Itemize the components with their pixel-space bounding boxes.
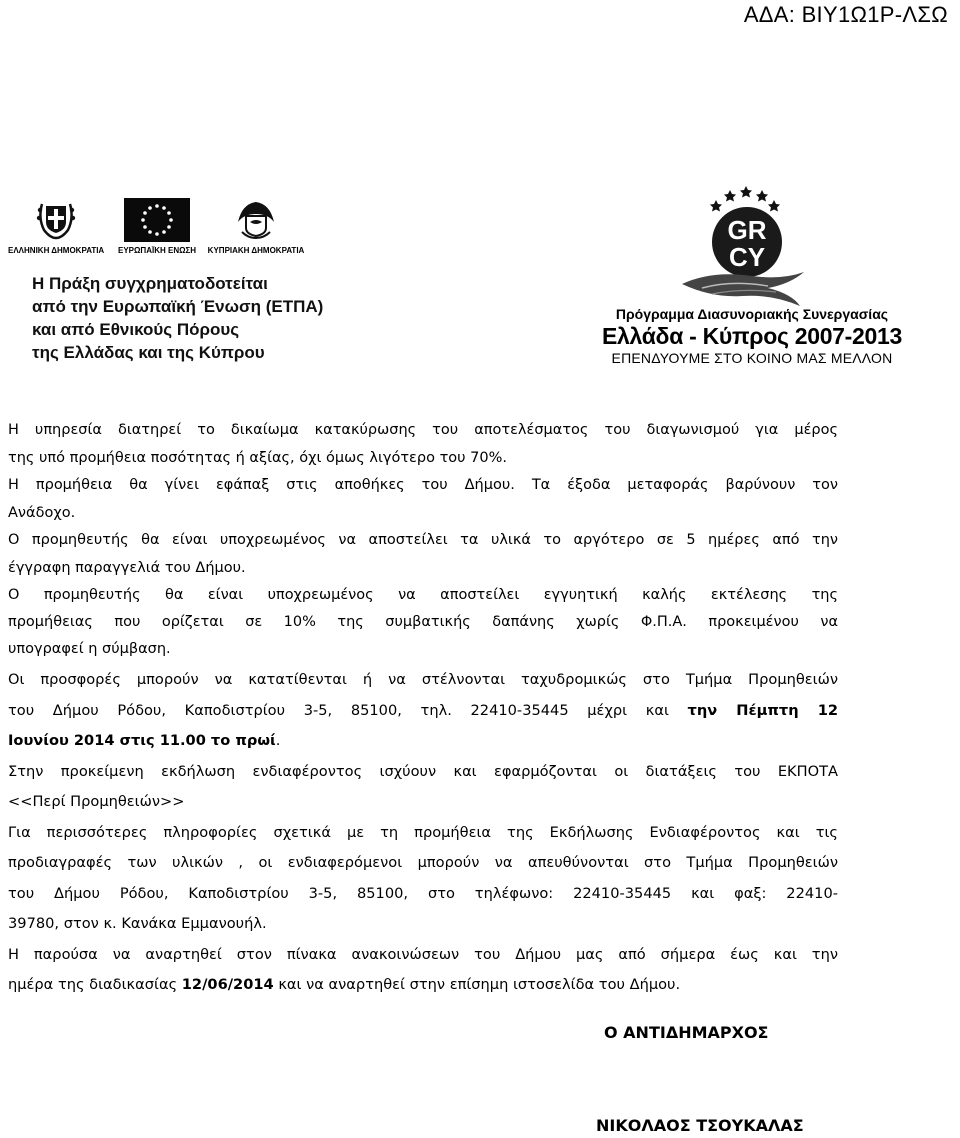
text-line: του Δήμου Ρόδου, Καποδιστρίου 3-5, 85100, στο τηλέφωνο: 22410-35445 και φαξ: 22410- [8,884,838,902]
funding-line: από την Ευρωπαϊκή Ένωση (ΕΤΠΑ) [32,297,324,316]
cy-text: CY [728,242,766,272]
paragraph-award-right [8,417,838,472]
eu-flag-icon [124,198,190,242]
funding-line: και από Εθνικούς Πόρους [32,320,240,339]
paragraph-publication [8,940,838,1001]
text-line: της υπό προμήθεια ποσότητας ή αξίας, όχι όμως λιγότερο του 70%. [8,449,508,466]
greek-emblem-icon [34,198,78,240]
text-line: Στην προκείμενη εκδήλωση ενδιαφέροντος ισχύουν και εφαρμόζονται οι διατάξεις του ΕΚΠΟΤΑ [8,762,838,780]
text-line: Η παρούσα να αναρτηθεί στον πίνακα ανακοινώσεων του Δήμου μας από σήμερα έως και την [8,945,838,963]
program-title: Ελλάδα - Κύπρος 2007-2013 [601,323,903,349]
cyprus-emblem-icon [232,198,280,240]
text-line [8,696,838,727]
program-block [596,305,908,367]
paragraph-submission [8,665,838,757]
text-line: Οι προσφορές μπορούν να κατατίθενται ή να στέλνονται ταχυδρομικώς στο Τμήμα Προμηθειών [8,671,838,688]
text-line: Ο προμηθευτής θα είναι υποχρεωμένος να αποστείλει τα υλικά το αργότερο σε 5 ημέρες από την [8,532,838,548]
procedure-date: 12/06/2014 [181,976,274,993]
text-line: <<Περί Προμηθειών>> [8,793,185,810]
text-line: προδιαγραφές των υλικών , οι ενδιαφερόμενοι μπορούν να απευθύνονται στο Τμήμα Προμηθειών [8,854,838,871]
text-segment: του Δήμου Ρόδου, Καποδιστρίου 3-5, 85100, τηλ. 22410-35445 μέχρι και [8,701,688,719]
announcement-body [8,417,838,1001]
paragraph-information [8,818,838,940]
greek-republic-caption: ΕΛΛΗΝΙΚΗ ΔΗΜΟΚΡΑΤΙΑ [8,246,105,255]
deadline-date: Ιουνίου 2014 στις 11.00 το πρωί [8,732,276,749]
text-line: Ο προμηθευτής θα είναι υποχρεωμένος να αποστείλει εγγυητική καλής εκτέλεσης της [8,587,838,603]
program-subtitle: Πρόγραμμα Διασυνοριακής Συνεργασίας [615,306,889,322]
text-line: Η προμήθεια θα γίνει εφάπαξ στις αποθήκες του Δήμου. Τα έξοδα μεταφοράς βαρύνουν τον [8,477,838,493]
text-line: Για περισσότερες πληροφορίες σχετικά με τη προμήθεια της Εκδήλωσης Ενδιαφέροντος και τις [8,823,838,841]
text-line [8,976,680,993]
cyprus-republic-logo [204,198,308,255]
paragraph-legal-basis [8,757,838,818]
text-segment: ημέρα της διαδικασίας [8,976,182,993]
gr-text: GR [727,215,767,245]
text-segment: και να αναρτηθεί στην επίσημη ιστοσελίδα του Δήμου. [273,976,681,993]
text-line: Ανάδοχο. [8,504,76,521]
eu-caption: ΕΥΡΩΠΑΪΚΗ ΕΝΩΣΗ [118,246,197,255]
text-line: προμήθειας που ορίζεται σε 10% της συμβατικής δαπάνης χωρίς Φ.Π.Α. προκειμένου να [8,614,838,630]
paragraph-guarantee [8,582,838,663]
text-line: Η υπηρεσία διατηρεί το δικαίωμα κατακύρωσης του αποτελέσματος του διαγωνισμού για μέρος [8,422,838,438]
text-segment: . [275,732,281,749]
text-line: 39780, στον κ. Κανάκα Εμμανουήλ. [8,915,267,932]
program-slogan: ΕΠΕΝΔΥΟΥΜΕ ΣΤΟ ΚΟΙΝΟ ΜΑΣ ΜΕΛΛΟΝ [611,350,893,366]
text-line [8,732,280,749]
ada-code: ΑΔΑ: ΒΙΥ1Ω1Ρ-ΛΣΩ [743,2,948,27]
cyprus-republic-caption: ΚΥΠΡΙΑΚΗ ΔΗΜΟΚΡΑΤΙΑ [207,246,305,255]
funding-line: Η Πράξη συγχρηματοδοτείται [32,274,268,293]
funding-line: της Ελλάδας και της Κύπρου [32,343,265,362]
text-line: έγγραφη παραγγελιά του Δήμου. [8,559,246,576]
funding-statement [32,272,323,364]
text-line: υπογραφεί η σύμβαση. [8,641,171,657]
paragraph-delivery [8,472,838,527]
signatory-title: Ο ΑΝΤΙΔΗΜΑΡΧΟΣ [604,1023,769,1042]
greek-republic-logo [8,198,104,255]
grcy-program-logo [672,184,812,314]
signatory-name: ΝΙΚΟΛΑΟΣ ΤΣΟΥΚΑΛΑΣ [596,1116,804,1135]
dolphin-icon [682,272,804,306]
deadline-day: την Πέμπτη 12 [687,701,839,719]
paragraph-delivery-deadline [8,527,838,582]
eu-logo [118,198,196,255]
